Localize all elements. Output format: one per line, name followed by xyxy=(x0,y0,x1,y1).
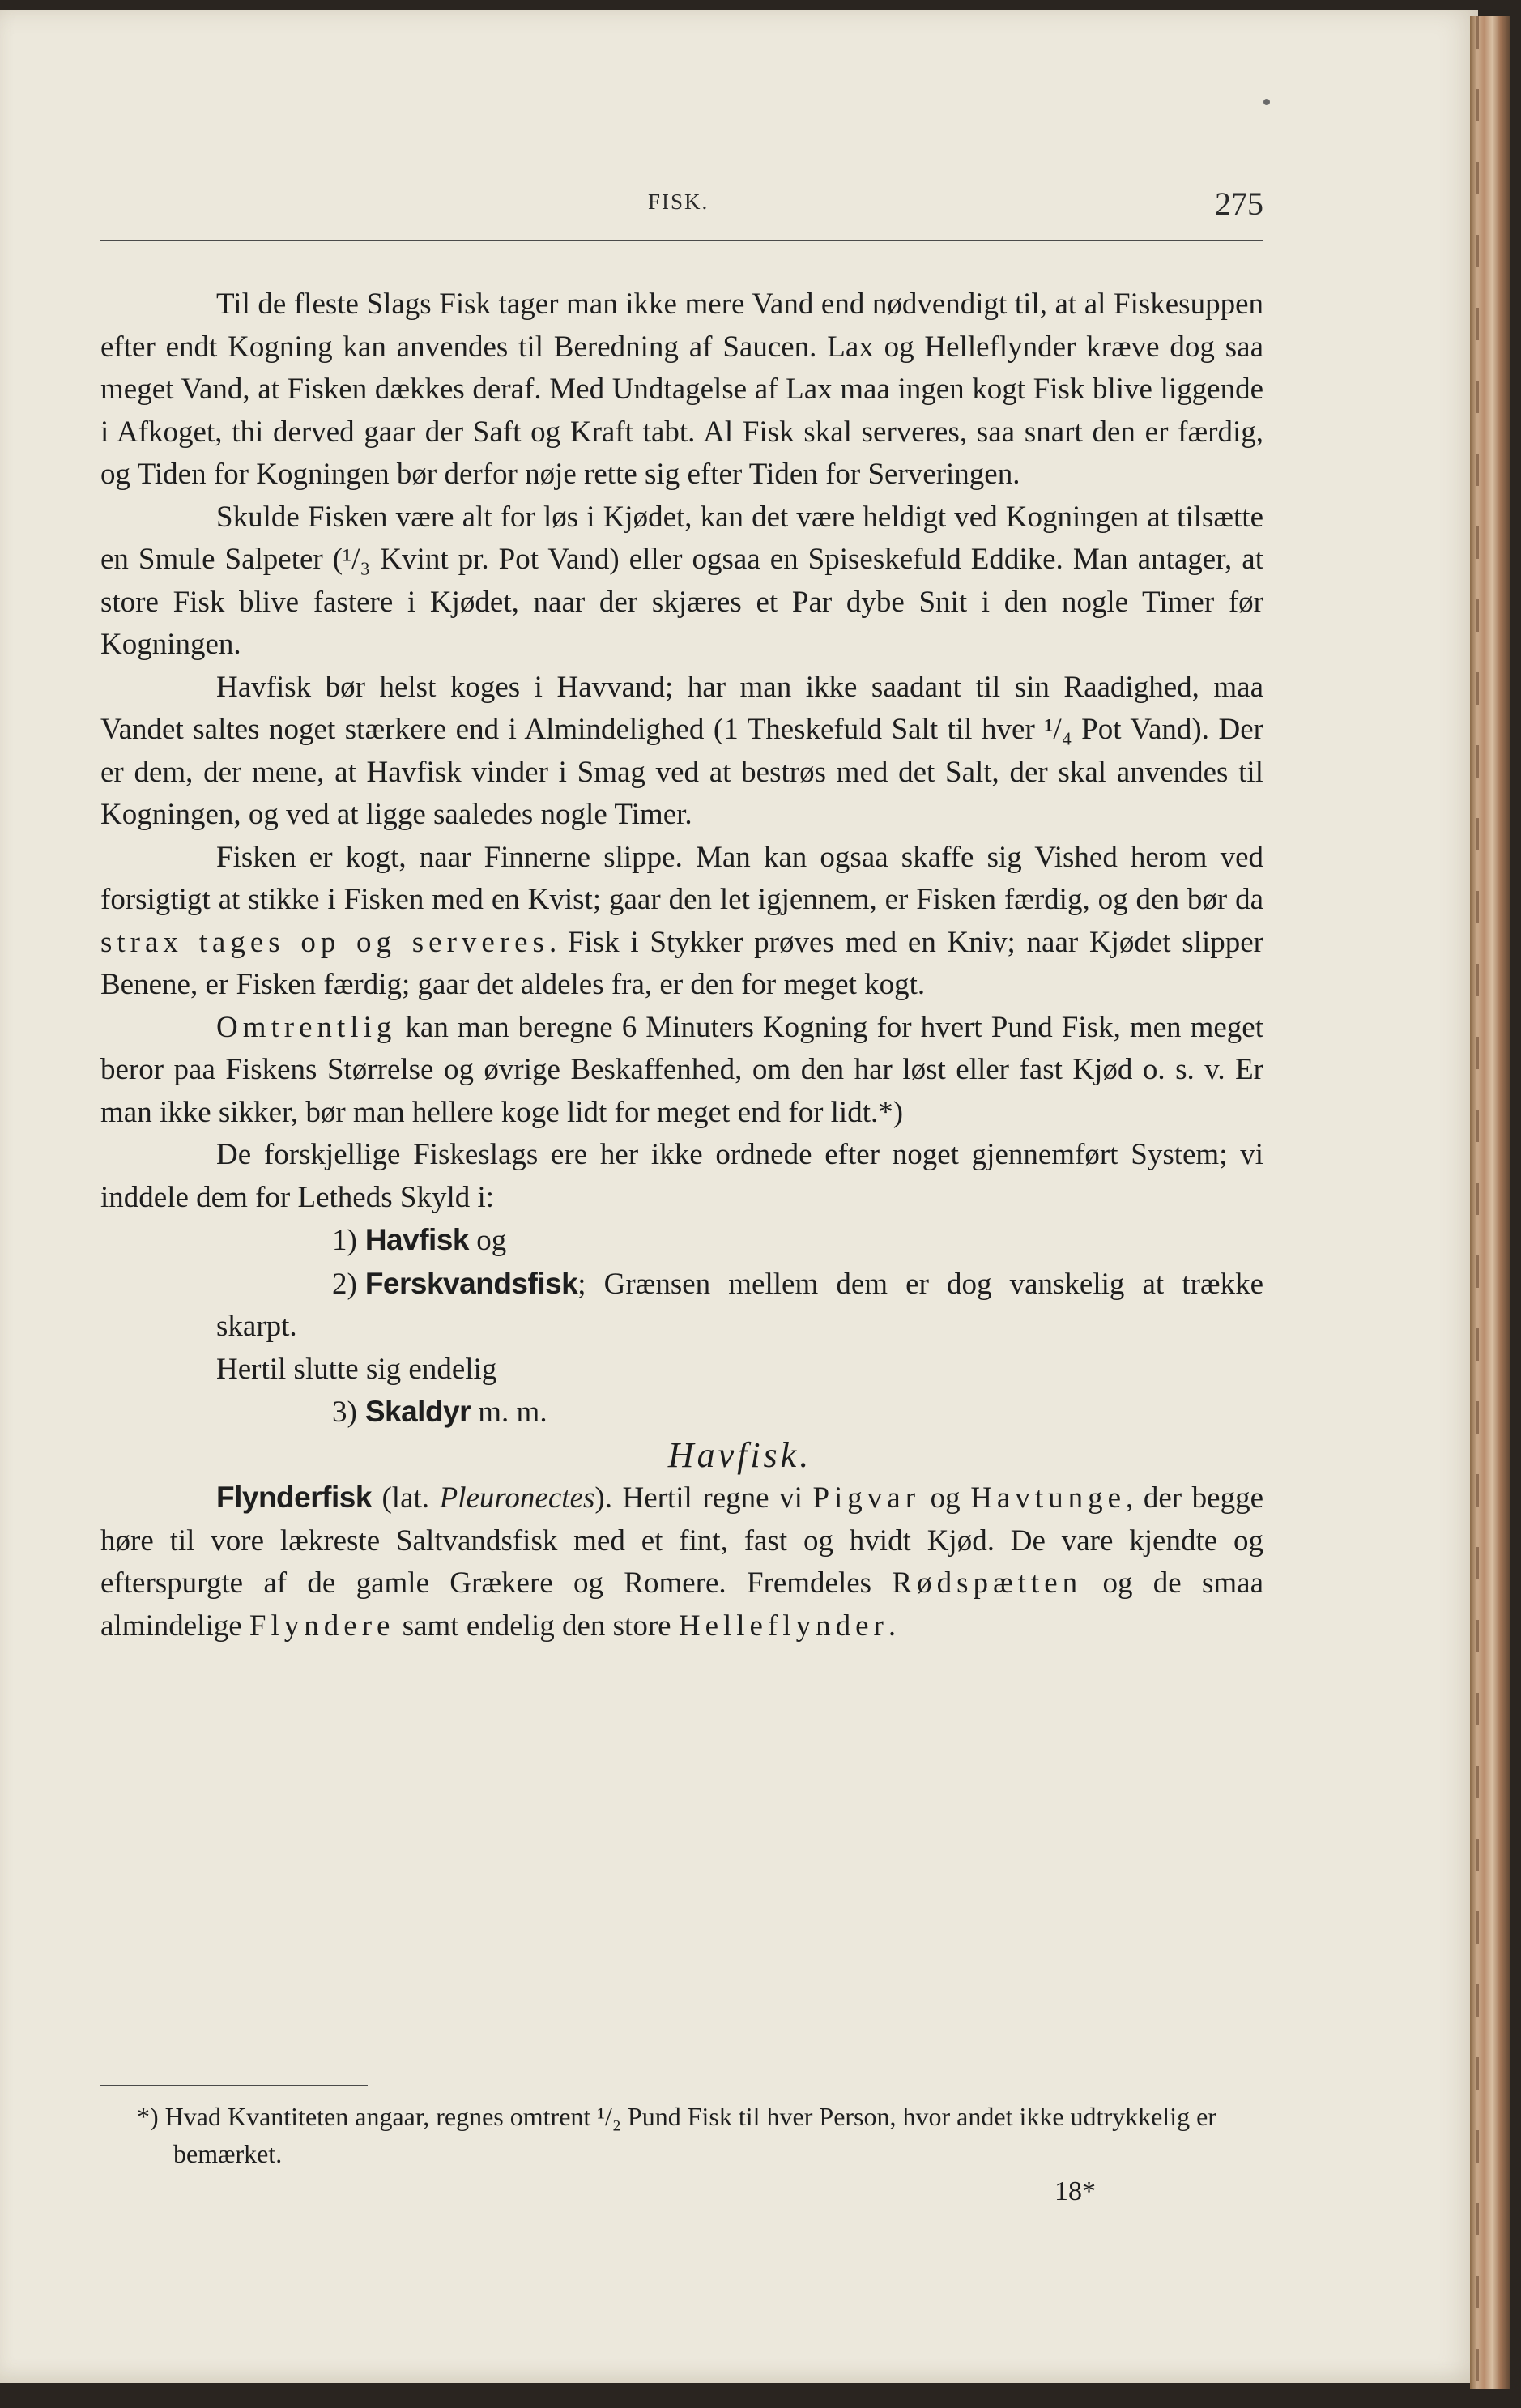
book-binding-edge xyxy=(1470,16,1510,2389)
paragraph-5-emphasis: Omtrentlig xyxy=(216,1010,397,1044)
section-mid-1: og xyxy=(920,1481,971,1515)
paragraph-6: De forskjellige Fiskeslags ere her ikke ordnede efter noget gjennemført System; vi inddele dem for Letheds Skyld i: xyxy=(100,1138,1263,1214)
list-tail: Hertil slutte sig endelig xyxy=(216,1352,497,1386)
list-item-2-rest: ; Grænsen mellem dem er dog vanskelig at trække skarpt. xyxy=(216,1267,1263,1343)
list-item-2-term: Ferskvandsfisk xyxy=(364,1266,578,1300)
section-mid-3: og de smaa almindelige xyxy=(100,1566,1263,1643)
section-name-2: Havtunge xyxy=(970,1481,1127,1515)
section-latin-name: Pleuronectes xyxy=(439,1481,595,1515)
footnote-text: *) Hvad Kvantiteten angaar, regnes omtrent ¹/₂ Pund Fisk til hver Person, hvor andet ikke udtrykkelig er bemærket. xyxy=(137,2102,1216,2168)
list-item-2-number: 2) xyxy=(332,1267,357,1301)
list-item-1 xyxy=(100,1219,1263,1263)
paragraph-5-rest: kan man beregne 6 Minuters Kogning for hvert Pund Fisk, men meget beror paa Fiskens Størrelse og øvrige Beskaffenhed, om den har løst eller fast Kjød o. s. v. Er man ikke sikker, bør man hellere koge lidt for meget end for lidt.*) xyxy=(100,1010,1263,1129)
section-name-1: Pigvar xyxy=(812,1481,921,1515)
section-name-4: Flyndere xyxy=(249,1609,395,1643)
header-rule xyxy=(100,240,1263,241)
paragraph-5 xyxy=(100,1007,1263,1135)
paragraph-4 xyxy=(100,837,1263,1007)
list-item-1-term: Havfisk xyxy=(364,1223,469,1256)
section-paragraph xyxy=(100,1477,1263,1647)
section-name-3: Rødspætten xyxy=(892,1566,1083,1600)
paragraph-3: Havfisk bør helst koges i Havvand; har man ikke saadant til sin Raadighed, maa Vandet saltes noget stærkere end i Almindelighed (1 Theskefuld Salt til hver ¹/₄ Pot Vand). Der er dem, der mene, at Havfisk vinder i Smag ved at bestrøs med det Salt, der skal anvendes til Kogningen, og ved at ligge saaledes nogle Timer. xyxy=(100,670,1263,831)
section-term: Flynderfisk xyxy=(216,1481,372,1514)
paragraph-4-part-a: Fisken er kogt, naar Finnerne slippe. Man kan ogsaa skaffe sig Vished herom ved forsigtigt at stikke i Fisken med en Kvist; gaar den let igjennem, er Fisken færdig, og den bør da xyxy=(100,840,1263,916)
running-head-title: FISK. xyxy=(648,190,709,214)
list-item-2 xyxy=(100,1263,1263,1349)
paragraph-1: Til de fleste Slags Fisk tager man ikke mere Vand end nødvendigt til, at al Fiskesuppen efter endt Kogning kan anvendes til Beredning af Saucen. Lax og Helleflynder kræve dog saa meget Vand, at Fisken dækkes deraf. Med Undtagelse af Lax maa ingen kogt Fisk blive liggende i Afkoget, thi derved gaar der Saft og Kraft tabt. Al Fisk skal serveres, saa snart den er færdig, og Tiden for Kogningen bør derfor nøje rette sig efter Tiden for Serveringen. xyxy=(100,288,1263,491)
section-mid-2: , der begge høre til vore lækreste Saltvandsfisk med et fint, fast og hvidt Kjød. De vare kjendte og efterspurgte af de gamle Grækere og Romere. Fremdeles xyxy=(100,1481,1264,1600)
footnote-rule xyxy=(100,2085,368,2086)
paper-spot xyxy=(1263,99,1270,105)
page-number: 275 xyxy=(1215,185,1263,222)
running-head xyxy=(100,185,1263,237)
section-end: . xyxy=(888,1609,897,1643)
section-lat-open: (lat. xyxy=(371,1481,440,1515)
paragraph-4-emphasis: strax tages op og serveres xyxy=(100,925,549,959)
list-item-1-number: 1) xyxy=(332,1224,357,1257)
list-item-3 xyxy=(100,1391,1263,1434)
list-item-1-rest: og xyxy=(468,1224,507,1257)
paragraph-2: Skulde Fisken være alt for løs i Kjødet, kan det være heldigt ved Kogningen at tilsætte en Smule Salpeter (¹/₃ Kvint pr. Pot Vand) eller ogsaa en Spiseskefuld Eddike. Man antager, at store Fisk blive fastere i Kjødet, naar der skjæres et Par dybe Snit i den nogle Timer før Kogningen. xyxy=(100,500,1263,661)
section-heading: Havfisk. xyxy=(667,1434,812,1475)
paragraph-4-part-b: . Fisk i Stykker prøves med en Kniv; naar Kjødet slipper Benene, er Fisken færdig; gaar det aldeles fra, er den for meget kogt. xyxy=(100,925,1263,1001)
list-item-3-number: 3) xyxy=(332,1396,357,1429)
footnote xyxy=(100,2098,1263,2172)
signature-mark: 18* xyxy=(1054,2176,1096,2206)
section-name-5: Helleflynder xyxy=(678,1609,888,1643)
section-mid-4: samt endelig den store xyxy=(394,1609,679,1643)
section-lat-close: ). Hertil regne vi xyxy=(594,1481,813,1515)
list-item-3-rest: m. m. xyxy=(471,1396,547,1429)
body-text xyxy=(100,283,1263,1647)
list-item-3-term: Skaldyr xyxy=(364,1395,471,1428)
